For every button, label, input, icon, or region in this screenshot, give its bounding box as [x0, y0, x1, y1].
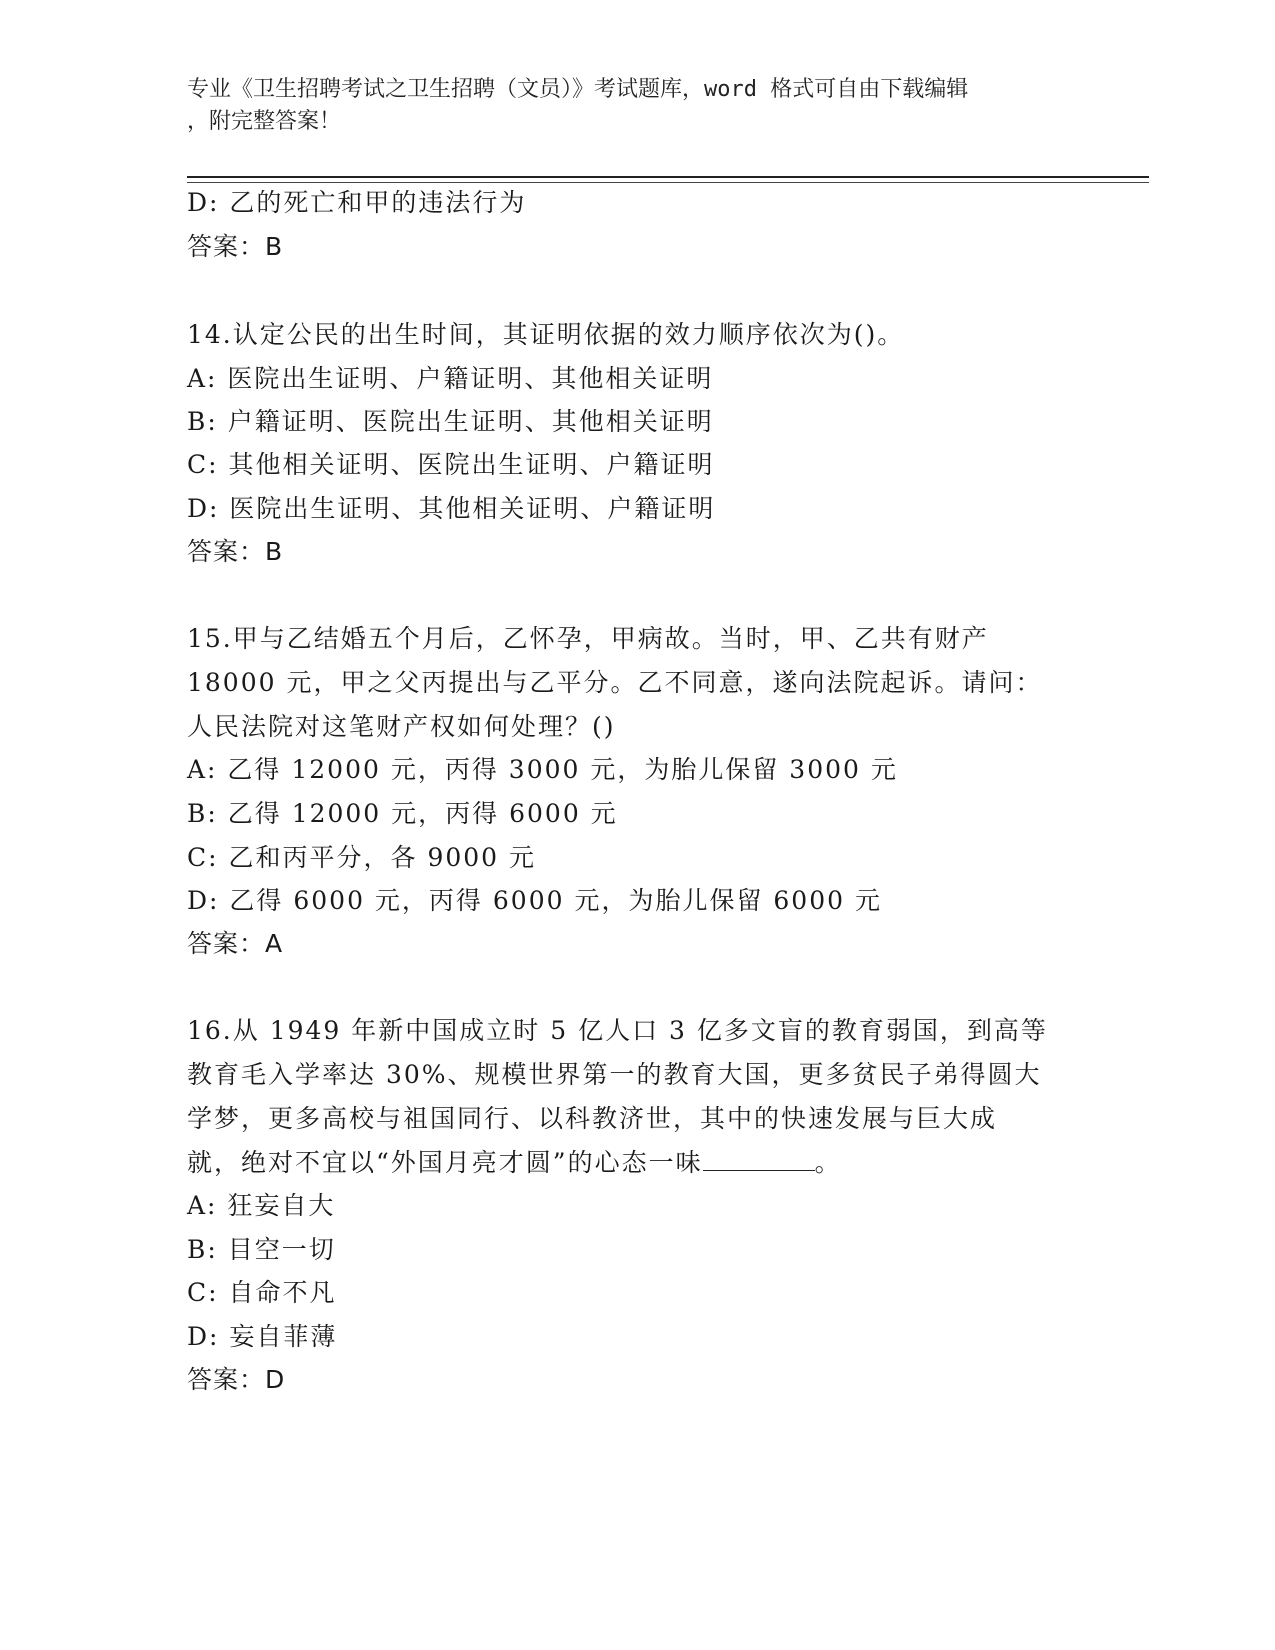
q15-stem-line-2: 18000 元，甲之父丙提出与乙平分。乙不同意，遂向法院起诉。请问：	[187, 668, 1043, 697]
q14-stem: 14.认定公民的出生时间，其证明依据的效力顺序依次为()。	[187, 320, 905, 349]
q15-stem-line-1: 15.甲与乙结婚五个月后，乙怀孕，甲病故。当时，甲、乙共有财产	[187, 624, 989, 653]
header-line-1: 专业《卫生招聘考试之卫生招聘（文员）》考试题库，word 格式可自由下载编辑	[187, 77, 969, 102]
q16-option-a: A: 狂妄自大	[187, 1191, 336, 1220]
q16-option-c: C: 自命不凡	[187, 1278, 337, 1307]
q15-option-c: C: 乙和丙平分，各 9000 元	[187, 843, 537, 872]
q16-stem-line-4-text: 就，绝对不宜以“外国月亮才圆”的心态一味	[187, 1148, 703, 1177]
q16-option-b: B: 目空一切	[187, 1235, 336, 1264]
q16-option-d: D: 妄自菲薄	[187, 1322, 338, 1351]
header-line-2: ，附完整答案！	[187, 109, 342, 134]
q13-option-d: D: 乙的死亡和甲的违法行为	[187, 188, 527, 217]
q15-option-a: A: 乙得 12000 元，丙得 3000 元，为胎儿保留 3000 元	[187, 755, 898, 784]
q14-option-d: D: 医院出生证明、其他相关证明、户籍证明	[187, 494, 716, 523]
q16-stem-line-4	[187, 1146, 842, 1180]
q15-option-b: B: 乙得 12000 元，丙得 6000 元	[187, 799, 618, 828]
q14-option-a: A: 医院出生证明、户籍证明、其他相关证明	[187, 364, 714, 393]
q14-option-c: C: 其他相关证明、医院出生证明、户籍证明	[187, 450, 715, 479]
q15-stem-line-3: 人民法院对这笔财产权如何处理？()	[187, 712, 616, 741]
q16-stem-line-1: 16.从 1949 年新中国成立时 5 亿人口 3 亿多文盲的教育弱国，到高等	[187, 1016, 1048, 1045]
q16-stem-line-4-end: 。	[814, 1148, 842, 1177]
q14-option-b: B: 户籍证明、医院出生证明、其他相关证明	[187, 407, 714, 436]
q16-stem-line-2: 教育毛入学率达 30%、规模世界第一的教育大国，更多贫民子弟得圆大	[187, 1060, 1042, 1089]
header-rule-thick	[187, 176, 1149, 178]
page-header	[187, 74, 1087, 138]
q16-stem-line-3: 学梦，更多高校与祖国同行、以科教济世，其中的快速发展与巨大成	[187, 1104, 998, 1133]
header-rule-thin	[187, 182, 1149, 183]
fill-in-blank	[703, 1146, 815, 1171]
q13-answer: 答案：B	[187, 232, 284, 261]
q14-answer: 答案：B	[187, 537, 284, 566]
q15-answer: 答案：A	[187, 929, 284, 958]
q15-option-d: D: 乙得 6000 元，丙得 6000 元，为胎儿保留 6000 元	[187, 886, 882, 915]
q16-answer: 答案：D	[187, 1365, 286, 1394]
